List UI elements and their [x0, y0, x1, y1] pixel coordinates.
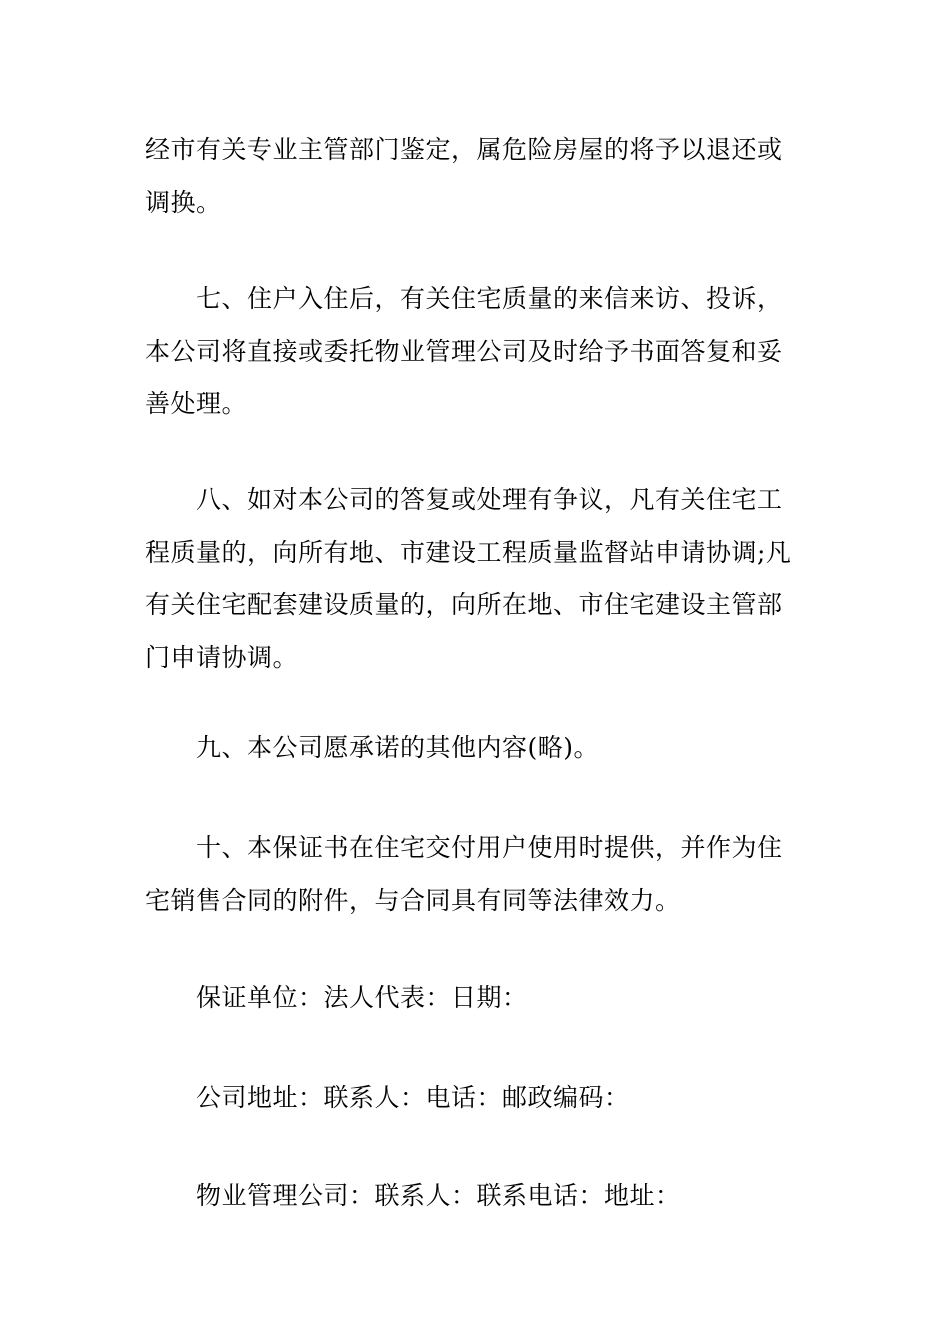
paragraph-clause-8	[145, 474, 810, 684]
paragraph-line: 保证单位：法人代表：日期：	[196, 983, 528, 1012]
paragraph-line: 善处理。	[145, 389, 248, 418]
paragraph-clause-10	[145, 822, 810, 927]
paragraph-line: 有关住宅配套建设质量的，向所在地、市住宅建设主管部	[145, 590, 783, 619]
paragraph-clause-7	[145, 273, 810, 431]
paragraph-line: 十、本保证书在住宅交付用户使用时提供，并作为住	[196, 833, 783, 862]
paragraph-continuation	[145, 124, 810, 229]
paragraph-line: 七、住户入住后，有关住宅质量的来信来访、投诉，	[196, 284, 783, 313]
paragraph-line: 经市有关专业主管部门鉴定，属危险房屋的将予以退还或	[145, 135, 783, 164]
paragraph-clause-9	[145, 722, 810, 775]
signature-line-property-management	[145, 1170, 810, 1223]
paragraph-line: 九、本公司愿承诺的其他内容(略)。	[196, 733, 600, 762]
paragraph-line: 程质量的，向所有地、市建设工程质量监督站申请协调;凡	[145, 537, 792, 567]
paragraph-line: 宅销售合同的附件，与合同具有同等法律效力。	[145, 885, 681, 915]
paragraph-line: 本公司将直接或委托物业管理公司及时给予书面答复和妥	[145, 336, 783, 366]
signature-line-guarantor	[145, 972, 810, 1025]
paragraph-line: 八、如对本公司的答复或处理有争议，凡有关住宅工	[196, 485, 783, 514]
signature-line-company-address	[145, 1072, 810, 1125]
paragraph-line: 公司地址：联系人：电话：邮政编码：	[196, 1083, 630, 1112]
paragraph-line: 调换。	[145, 187, 222, 217]
paragraph-line: 门申请协调。	[145, 642, 299, 672]
paragraph-line: 物业管理公司：联系人：联系电话：地址：	[196, 1181, 681, 1210]
